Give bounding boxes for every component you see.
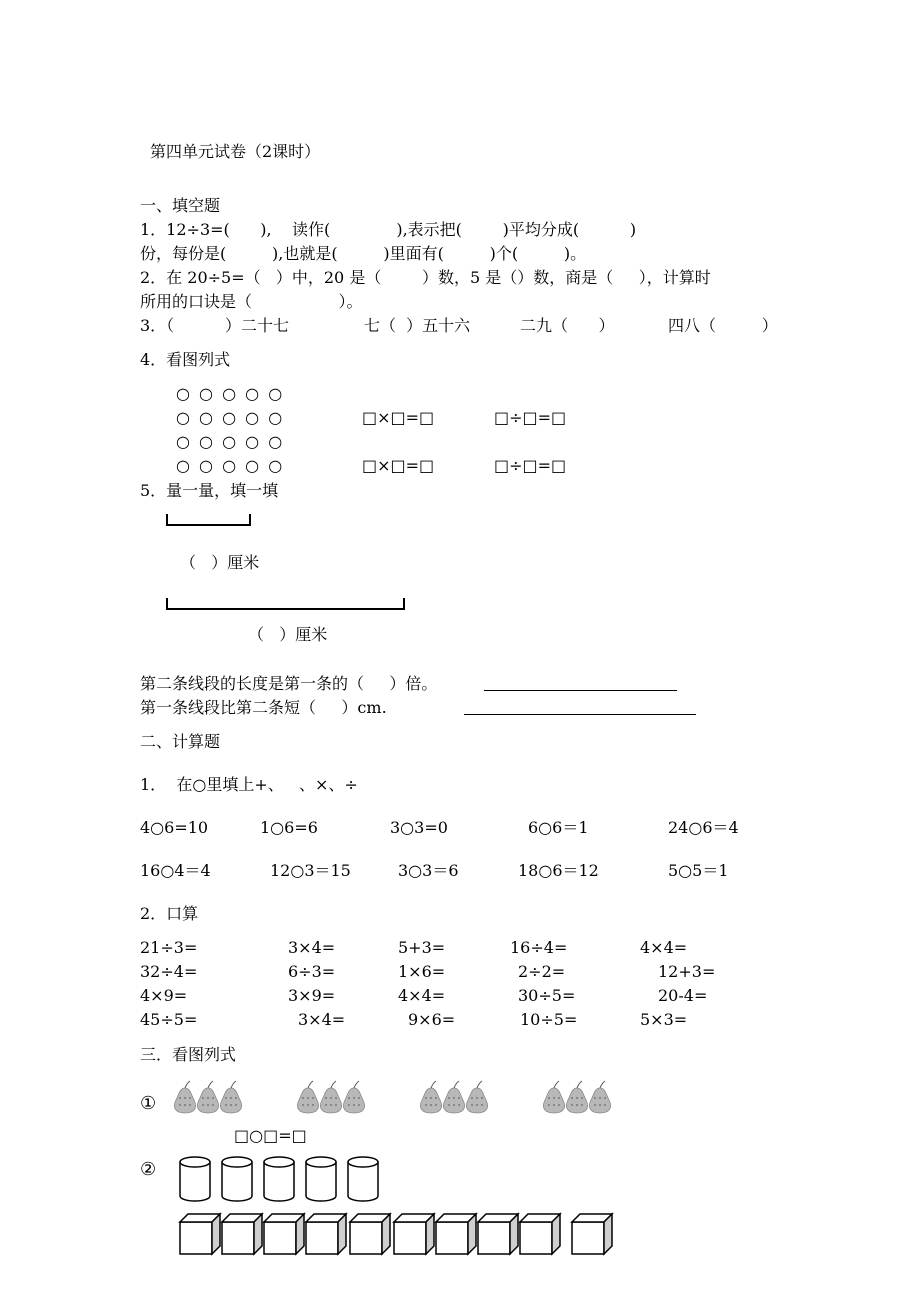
q3-item-4: 四八（ ）	[668, 316, 778, 335]
item-mark-2: ②	[140, 1159, 157, 1180]
oral-r1-c1: 21÷3=	[140, 938, 198, 957]
cube-icon	[306, 1214, 346, 1254]
q1-line1: 1．12÷3=( ), 读作( ),表示把( )平均分成( )	[140, 220, 637, 239]
s2-q1-r2-c3: 3○3＝6	[398, 861, 459, 880]
s2-q1-r2-c1: 16○4＝4	[140, 861, 211, 880]
q3-item-1: 3．（ ）二十七	[140, 316, 290, 335]
pear-group-3	[421, 1080, 491, 1114]
pear-icon	[566, 1088, 587, 1113]
oral-r4-c2: 3×4=	[298, 1010, 346, 1029]
cube-row	[178, 1212, 610, 1260]
pear-icon	[343, 1088, 364, 1113]
q2-line2: 所用的口诀是（ ）。	[140, 292, 363, 311]
oral-r3-c5: 20-4=	[658, 986, 708, 1005]
s2-q1-r1-c1: 4○6=10	[140, 818, 209, 837]
s2-q1-r2-c4: 18○6＝12	[518, 861, 599, 880]
q1-line2: 份，每份是( ),也就是( )里面有( )个( )。	[140, 244, 587, 263]
answer-line-1	[484, 690, 677, 691]
s2-q1-r2-c2: 12○3＝15	[270, 861, 351, 880]
cube-icon	[436, 1214, 476, 1254]
q3-item-2: 七（ ）五十六	[364, 316, 471, 335]
oral-r1-c5: 4×4=	[640, 938, 688, 957]
pear-icon	[320, 1088, 341, 1113]
item-mark-1: ①	[140, 1093, 157, 1114]
section2-heading: 二、计算题	[140, 732, 221, 751]
oral-r2-c5: 12+3=	[658, 962, 716, 981]
s2-q1-r1-c2: 1○6=6	[260, 818, 318, 837]
cylinder-icon	[264, 1157, 294, 1201]
box-mult-2: □×□=□	[362, 456, 435, 475]
oral-r3-c1: 4×9=	[140, 986, 188, 1005]
cylinder-icon	[306, 1157, 336, 1201]
oral-r2-c2: 6÷3=	[288, 962, 336, 981]
pear-group-4	[544, 1080, 614, 1114]
segment-1-label: （ ）厘米	[180, 553, 260, 572]
circle-row-1: ○ ○ ○ ○ ○	[176, 384, 285, 403]
section3-heading: 三．看图列式	[140, 1045, 237, 1064]
s2-q1-title: 1． 在○里填上+、 、×、÷	[140, 775, 358, 794]
pear-group-2	[298, 1080, 368, 1114]
box-mult-1: □×□=□	[362, 408, 435, 427]
oral-r2-c4: 2÷2=	[518, 962, 566, 981]
s2-q2-title: 2．口算	[140, 904, 199, 923]
pear-icon	[589, 1088, 610, 1113]
oral-r4-c5: 5×3=	[640, 1010, 688, 1029]
box-div-2: □÷□=□	[494, 456, 567, 475]
cube-icon	[264, 1214, 304, 1254]
pear-icon	[420, 1088, 441, 1113]
pear-icon	[297, 1088, 318, 1113]
oral-r1-c3: 5+3=	[398, 938, 446, 957]
oral-r4-c4: 10÷5=	[520, 1010, 578, 1029]
cylinder-icon	[180, 1157, 210, 1201]
cube-icon	[478, 1214, 518, 1254]
cube-icon	[180, 1214, 220, 1254]
s2-q1-r2-c5: 5○5＝1	[668, 861, 729, 880]
cube-icon	[572, 1214, 612, 1254]
oral-r4-c1: 45÷5=	[140, 1010, 198, 1029]
equation-1: □○□=□	[234, 1126, 307, 1145]
s2-q1-r1-c4: 6○6＝1	[528, 818, 589, 837]
cube-icon	[394, 1214, 434, 1254]
q2-line1: 2．在 20÷5=（ ）中，20 是（ ）数，5 是（）数，商是（ ），计算时	[140, 268, 711, 287]
box-div-1: □÷□=□	[494, 408, 567, 427]
cylinder-icon	[222, 1157, 252, 1201]
cube-icon	[350, 1214, 390, 1254]
segment-2-label: （ ）厘米	[248, 625, 328, 644]
cylinder-icon	[348, 1157, 378, 1201]
oral-r2-c1: 32÷4=	[140, 962, 198, 981]
pear-icon	[543, 1088, 564, 1113]
q5-title: 5．量一量，填一填	[140, 481, 279, 500]
cylinder-row	[176, 1156, 386, 1204]
pear-icon	[443, 1088, 464, 1113]
section1-heading: 一、填空题	[140, 196, 221, 215]
circle-row-4: ○ ○ ○ ○ ○	[176, 456, 285, 475]
cube-icon	[520, 1214, 560, 1254]
circle-row-3: ○ ○ ○ ○ ○	[176, 432, 285, 451]
pear-icon	[197, 1088, 218, 1113]
oral-r3-c3: 4×4=	[398, 986, 446, 1005]
page-title: 第四单元试卷（2课时）	[150, 142, 321, 161]
q3-item-3: 二九（ ）	[520, 316, 615, 335]
pear-icon	[174, 1088, 195, 1113]
pear-group-1	[175, 1080, 245, 1114]
pear-icon	[220, 1088, 241, 1113]
cube-icon	[222, 1214, 262, 1254]
q5-line2: 第一条线段比第二条短（ ）cm.	[140, 698, 387, 717]
oral-r4-c3: 9×6=	[408, 1010, 456, 1029]
s2-q1-r1-c3: 3○3=0	[390, 818, 448, 837]
q5-line1: 第二条线段的长度是第一条的（ ）倍。	[140, 674, 438, 693]
oral-r3-c2: 3×9=	[288, 986, 336, 1005]
circle-row-2: ○ ○ ○ ○ ○	[176, 408, 285, 427]
oral-r1-c4: 16÷4=	[510, 938, 568, 957]
answer-line-2	[464, 714, 696, 715]
oral-r3-c4: 30÷5=	[518, 986, 576, 1005]
q4-title: 4．看图列式	[140, 350, 231, 369]
s2-q1-r1-c5: 24○6＝4	[668, 818, 739, 837]
oral-r2-c3: 1×6=	[398, 962, 446, 981]
oral-r1-c2: 3×4=	[288, 938, 336, 957]
pear-icon	[466, 1088, 487, 1113]
